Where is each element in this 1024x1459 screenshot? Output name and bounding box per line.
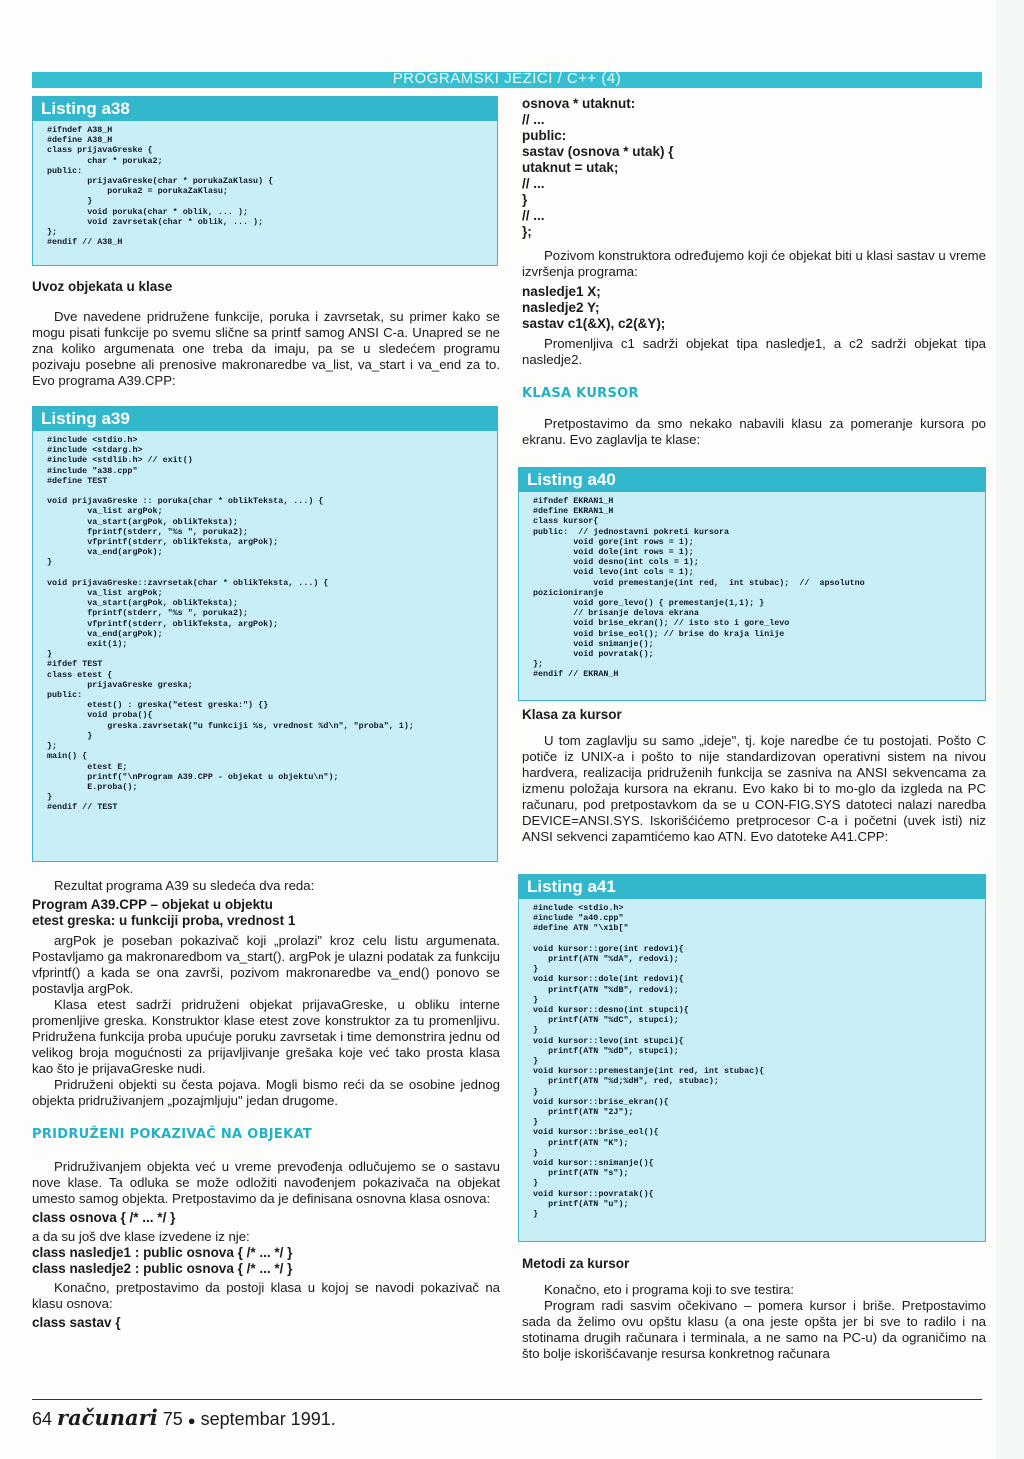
listing-a40 (518, 467, 986, 701)
caption: Klasa za kursor (522, 707, 622, 722)
code-block: #ifndef A38_H #define A38_H class prijavaGreske { char * poruka2; public: prijavaGreske(char * porukaZaKlasu) { poruka2 = porukaZaKlasu; } void poruka(char * oblik, ... ); void zavrsetak(char * oblik, ... ); }; #endif // A38_H (47, 125, 274, 248)
caption: Uvoz objekata u klase (32, 279, 173, 294)
paragraph: Pridruživanjem objekta već u vreme prevođenja odlučujemo se o sastavu nove klase. Ta odluka se može odložiti navođenjem pokazivača na objekat umesto samog objekta. Pretpostavimo da je definisana osnovna klasa osnova: (32, 1159, 500, 1206)
listing-a39 (32, 406, 498, 862)
listing-a41 (518, 874, 986, 1242)
paragraph: a da su još dve klase izvedene iz nje: (32, 1229, 250, 1244)
paragraph: Promenljiva c1 sadrži objekat tipa nasledje1, a c2 sadrži objekat tipa nasledje2. (522, 336, 986, 367)
paragraph: Pozivom konstruktora određujemo koji će objekat biti u klasi sastav u vreme izvršenja programa: (522, 248, 986, 279)
issue-number: 75 (162, 1409, 183, 1429)
section-title: PRIDRUŽENI POKAZIVAČ NA OBJEKAT (32, 1127, 313, 1142)
paragraph: argPok je poseban pokazivač koji „prolazi" kroz celu listu argumenata. Postavljamo ga makronaredbom va_start(). argPok je ulazni podatak za funkciju vfprintf() a kada se ona završi, pozivom makronaredbe va_end() ponovo se postavlja argPok. (32, 933, 500, 996)
output-line: etest greska: u funkciji proba, vrednost 1 (32, 913, 296, 928)
paragraph: Klasa etest sadrži pridruženi objekat prijavaGreske, u obliku interne promenljive greska. Konstruktor klase etest zove konstruktor za tu promenljivu. Pridružena funkcija proba upućuje poruku zavrsetak i time demonstrira jednu od velikog broja mogućnosti za prijavljivanje grešaka koje već tako prosta klasa kao što je prijavaGreske nudi. (32, 997, 500, 1076)
code-block: #include <stdio.h> #include "a40.cpp" #define ATN "\x1b[" void kursor::gore(int redovi){ printf(ATN "%dA", redovi); } void kursor::dole(int redovi){ printf(ATN "%dB", redovi); } void kursor::desno(int stupci){ printf(ATN "%dC", stupci); } void kursor::levo(int stupci){ printf(ATN "%dD", stupci); } void kursor::premestanje(int red, int stubac){ printf(ATN "%d;%dH", red, stubac); } void kursor::brise_ekran(){ printf(ATN "2J"); } void kursor::brise_eol(){ printf(ATN "K"); } void kursor::snimanje(){ printf(ATN "s"); } void kursor::povratak(){ printf(ATN "u"); } (533, 903, 765, 1220)
code-line: class sastav { (32, 1315, 121, 1330)
paragraph: Dve navedene pridružene funkcije, poruka i zavrsetak, su primer kako se mogu pisati funkcije po svemu slične sa printf samog ANSI C-a. Unapred se ne zna koliko argumenata one treba da imaju, pa se u sledećem programu pozivaju posebne ali prenosive makronaredbe va_list, va_start i va_end za to. Evo programa A39.CPP: (32, 309, 500, 388)
page-number: 64 (32, 1409, 53, 1429)
section-title: KLASA KURSOR (522, 386, 639, 401)
paragraph: Konačno, eto i programa koji to sve testira: (544, 1282, 794, 1297)
caption: Metodi za kursor (522, 1256, 630, 1271)
footer-rule (32, 1399, 982, 1400)
paragraph: Program radi sasvim očekivano – pomera kursor i briše. Pretpostavimo sada da želimo ovu opštu klasu (a ona jeste opšta jer bi sve to radilo i na stotinama drugih računara i terminala, a ne samo na PC-u) da ograničimo na što bolje iskorišćavanje resursa konkretnog računara (522, 1298, 986, 1361)
paragraph: Konačno, pretpostavimo da postoji klasa u kojoj se navodi pokazivač na klasu osnova: (32, 1280, 500, 1311)
paragraph: Pretpostavimo da smo nekako nabavili klasu za pomeranje kursora po ekranu. Evo zaglavlja te klase: (522, 416, 986, 447)
listing-title: Listing a40 (519, 468, 985, 492)
code-block: osnova * utaknut: // ... public: sastav (osnova * utak) { utaknut = utak; // ... } // ... }; (522, 96, 674, 239)
footer (32, 1405, 336, 1430)
section-header-bar (32, 72, 982, 88)
page-edge (996, 0, 1024, 1459)
listing-a38 (32, 96, 498, 266)
listing-title: Listing a39 (33, 407, 497, 431)
bullet-icon: ● (187, 1413, 196, 1428)
magazine-logo: računari (57, 1405, 158, 1430)
issue-date: septembar 1991. (200, 1409, 336, 1429)
section-header-title: PROGRAMSKI JEZICI / C++ (4) (392, 70, 622, 87)
right-text-3 (522, 1256, 986, 1362)
paragraph: Rezultat programa A39 su sledeća dva reda: (54, 878, 315, 893)
left-text-1 (32, 279, 500, 389)
code-block: nasledje1 X; nasledje2 Y; sastav c1(&X), c2(&Y); (522, 284, 666, 331)
left-text-2 (32, 878, 500, 1331)
paragraph: U tom zaglavlju su samo „ideje", tj. koje naredbe će tu postojati. Pošto C potiče iz UNIX-a i pošto to nije standardizovan operativni sistem na nivou hardvera, realizacija pridruženih funkcija se zasniva na ANSI sekvencama za izmenu položaja kursora na ekranu. Evo kako bi to mo-glo da izgleda na PC računaru, pod pretpostavkom da se u CON-FIG.SYS datoteci nalazi naredba DEVICE=ANSI.SYS. Iskorišćićemo pretprocesor C-a i početni (uvek isti) niz ANSI sekvenci zapamtićemo kao ATN. Evo datoteke A41.CPP: (522, 733, 986, 844)
code-line: class nasledje2 : public osnova { /* ... */ } (32, 1261, 293, 1276)
right-text-1 (522, 96, 986, 448)
listing-title: Listing a38 (33, 97, 497, 121)
paragraph: Pridruženi objekti su česta pojava. Mogli bismo reći da se osobine jednog objekta pridruživanjem „pozajmljuju" jedan drugome. (32, 1077, 500, 1108)
code-block: #include <stdio.h> #include <stdarg.h> #include <stdlib.h> // exit() #include "a38.cpp" #define TEST void prijavaGreske :: poruka(char * oblikTeksta, ...) { va_list argPok; va_start(argPok, oblikTeksta); fprintf(stderr, "%s ", poruka2); vfprintf(stderr, oblikTeksta, argPok); va_end(argPok); } void prijavaGreske::zavrsetak(char * oblikTeksta, ...) { va_list argPok; va_start(argPok, oblikTeksta); fprintf(stderr, "%s ", poruka2); vfprintf(stderr, oblikTeksta, argPok); va_end(argPok); exit(1); } #ifdef TEST class etest { prijavaGreske greska; public: etest() : greska("etest greska:") {} void proba(){ greska.zavrsetak("u funkciji %s, vrednost %d\n", "proba", 1); } }; main() { etest E; printf("\nProgram A39.CPP - objekat u objektu\n"); E.proba(); } #endif // TEST (47, 435, 414, 813)
code-block: #ifndef EKRAN1_H #define EKRAN1_H class kursor{ public: // jednostavni pokreti kursora void gore(int rows = 1); void dole(int rows = 1); void desno(int cols = 1); void levo(int cols = 1); void premestanje(int red, int stubac); // apsolutno pozicioniranje void gore_levo() { premestanje(1,1); } // brisanje delova ekrana void brise_ekran(); // isto sto i gore_levo void brise_eol(); // brise do kraja linije void snimanje(); void povratak(); }; #endif // EKRAN_H (533, 496, 865, 680)
right-text-2 (522, 707, 986, 845)
code-line: class nasledje1 : public osnova { /* ... */ } (32, 1245, 293, 1260)
listing-title: Listing a41 (519, 875, 985, 899)
output-line: Program A39.CPP – objekat u objektu (32, 897, 273, 912)
code-line: class osnova { /* ... */ } (32, 1210, 176, 1225)
